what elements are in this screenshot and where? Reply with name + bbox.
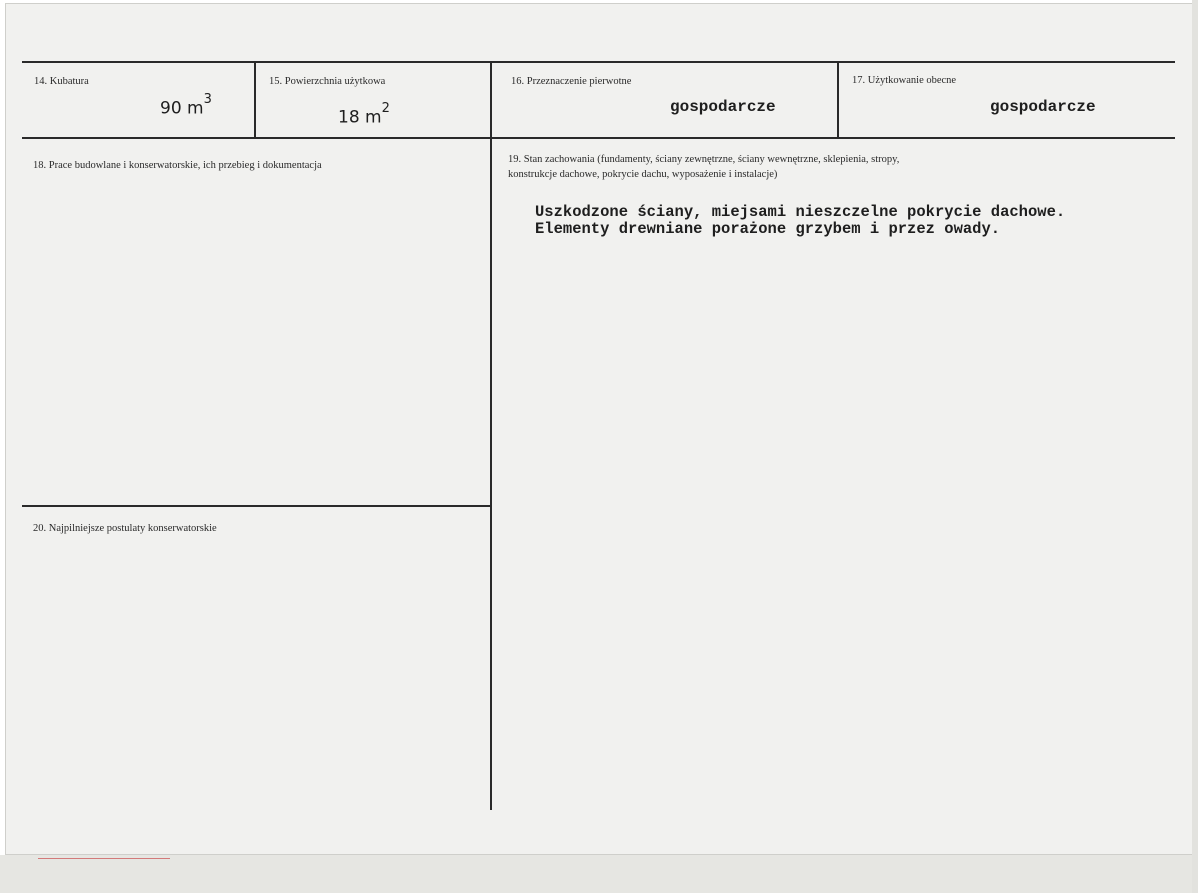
divider-16-17 (837, 62, 839, 139)
field-16-label: 16. Przeznaczenie pierwotne (511, 76, 632, 87)
field-14-value (160, 92, 212, 119)
divider-14-15 (254, 62, 256, 139)
field-20-label: 20. Najpilniejsze postulaty konserwatorskie (33, 523, 217, 534)
divider-15-16 (490, 62, 492, 810)
top-rule (22, 61, 1175, 63)
field-16-value: gospodarcze (670, 98, 776, 116)
field-19-value-line1: Uszkodzone ściany, miejsami nieszczelne pokrycie dachowe. (535, 203, 1066, 221)
field-18-label: 18. Prace budowlane i konserwatorskie, ich przebieg i dokumentacja (33, 160, 322, 171)
field-17-label: 17. Użytkowanie obecne (852, 75, 957, 86)
field-15-label: 15. Powierzchnia użytkowa (269, 76, 386, 87)
field-15-value (338, 101, 390, 128)
row1-bottom-rule (22, 137, 1175, 139)
field-15-value-text: 18 m (338, 107, 382, 128)
scan-right-edge (1192, 0, 1198, 893)
field18-bottom-rule (22, 505, 490, 507)
field-15-exponent: 2 (381, 101, 390, 116)
field-19-label-line1: 19. Stan zachowania (fundamenty, ściany zewnętrzne, ściany wewnętrzne, sklepienia, stropy, (508, 154, 900, 165)
field-14-exponent: 3 (203, 92, 212, 107)
red-mark-line (38, 858, 170, 859)
field-17-value: gospodarcze (990, 98, 1096, 116)
scan-bottom-strip (0, 855, 1198, 893)
field-19-label-line2: konstrukcje dachowe, pokrycie dachu, wyposażenie i instalacje) (508, 169, 778, 180)
field-14-label: 14. Kubatura (34, 76, 89, 87)
field-14-value-text: 90 m (160, 98, 204, 119)
field-19-value-line2: Elementy drewniane porażone grzybem i przez owady. (535, 220, 1001, 238)
form-sheet (6, 4, 1194, 854)
